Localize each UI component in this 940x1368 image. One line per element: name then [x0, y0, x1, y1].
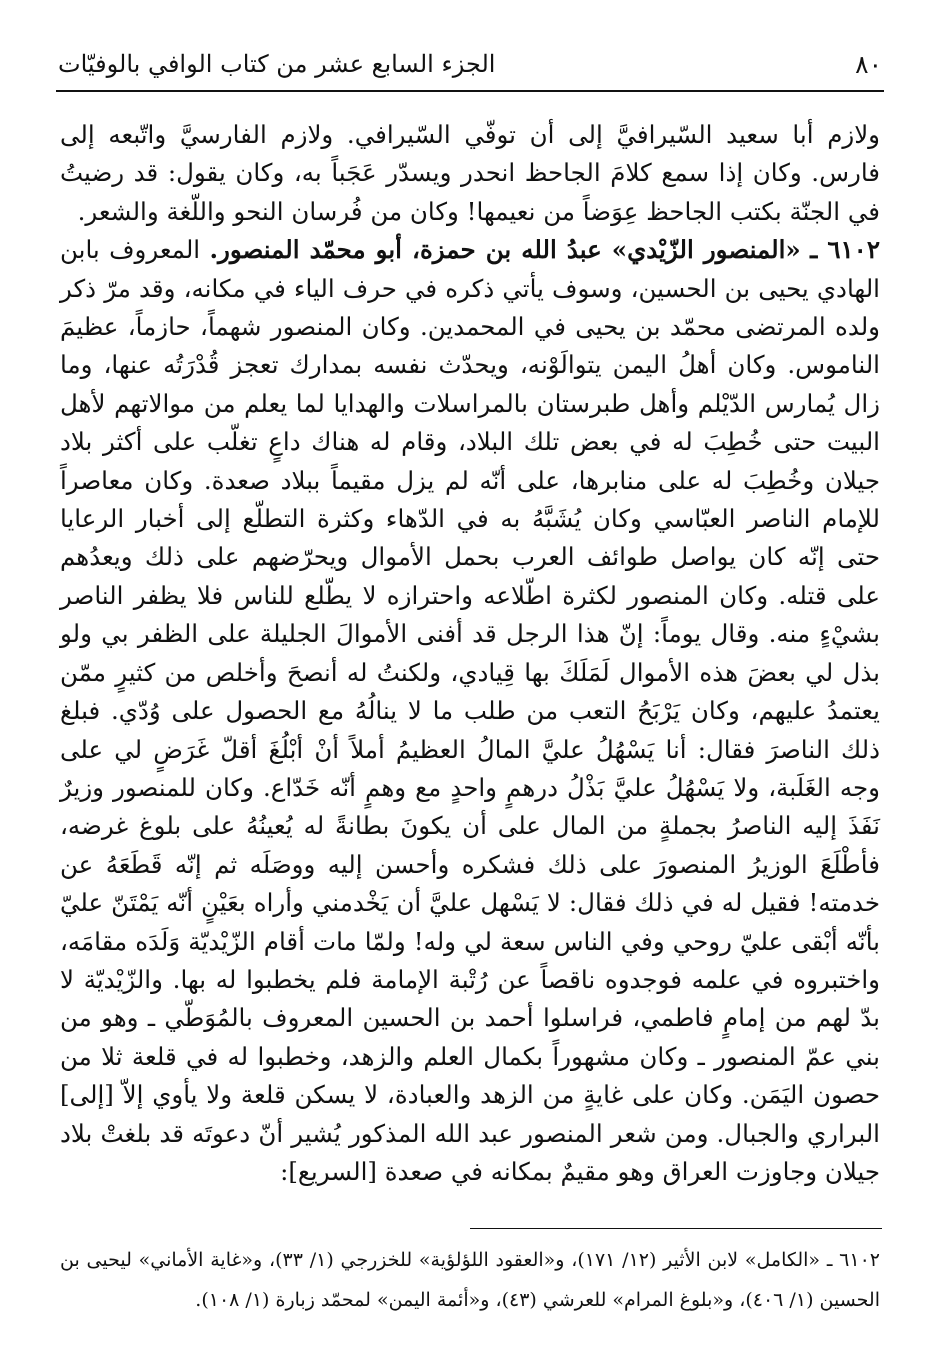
- entry-number: ٦١٠٢ ـ: [810, 235, 880, 265]
- page-number: ٨٠: [855, 49, 882, 79]
- paragraph-continuation: ولازم أبا سعيد السّيرافيَّ إلى أن توفّي السّيرافي. ولازم الفارسيَّ واتّبعه إلى فارس. وكان إذا سمع كلامَ الجاحظ انحدر ويسدّر عَجَباً به، وكان يقول: قد رضيتُ في الجنّة بكتب الجاحظ عِوَضاً من نعيمها! وكان من فُرسان النحو واللّغة والشعر.: [60, 120, 880, 226]
- entry-heading: «المنصور الزّيْدي» عبدُ الله بن حمزة، أبو محمّد المنصور.: [209, 235, 801, 265]
- footnotes: [60, 1240, 880, 1320]
- main-text: [60, 116, 880, 1191]
- footnote-divider: [470, 1228, 882, 1229]
- header-divider: [56, 90, 884, 92]
- footnote-text: ٦١٠٢ ـ «الكامل» لابن الأثير (١٢/ ١٧١)، و«العقود اللؤلؤية» للخزرجي (١/ ٣٣)، و«غاية الأماني» ليحيى بن الحسين (١/ ٤٠٦)، و«بلوغ المرام» للعرشي (٤٣)، و«أئمة اليمن» لمحمّد زبارة (١/ ١٠٨).: [60, 1249, 880, 1311]
- page-header: [58, 44, 882, 84]
- entry-paragraph: [60, 231, 880, 1191]
- entry-body: المعروف بابن الهادي يحيى بن الحسين، وسوف يأتي ذكره في حرف الياء في مكانه، وقد مرّ ذكر ولده المرتضى محمّد بن يحيى في المحمدين. وكان المنصور شهماً، حازماً، عظيمَ الناموس. وكان أهلُ اليمن يتوالَوْنه، ويحدّث نفسه بمدارك تعجز قُدْرَتُه عنها، وما زال يُمارس الدّيْلم وأهل طبرستان بالمراسلات والهدايا لما يعلم من موالاتهم لأهل البيت حتى خُطِبَ له في بعض تلك البلاد، وقام له هناك داعٍ تغلّب على أكثر بلاد جيلان وخُطِبَ له على منابرها، على أنّه لم يزل مقيماً ببلاد صعدة. وكان معاصراً للإمام الناصر العبّاسي وكان يُشَبَّهُ به في الدّهاء وكثرة التطلّع إلى أخبار الرعايا حتى إنّه كان يواصل طوائف العرب بحمل الأموال ويحرّضهم على ذلك ويعدُهم على قتله. وكان المنصور لكثرة اطّلاعه واحترازه لا يطّلع للناس فلا يظفر الناصر بشيْءٍ منه. وقال يوماً: إنّ هذا الرجل قد أفنى الأموالَ الجليلة على الظفر بي ولو بذل لي بعضَ هذه الأموال لَمَلَكَ بها قِيادي، ولكنتُ له أنصحَ وأخلص من كثيرٍ ممّن يعتمدُ عليهم، وكان يَرْبَحُ التعب من طلب ما لا ينالُهُ مع الحصول على وُدّي. فبلغ ذلك الناصرَ فقال: أنا يَسْهُلُ عليَّ المالُ العظيمُ أملاً أنْ أبْلُغَ أقلّ غَرَضٍ لي على وجه الغَلَبة، ولا يَسْهُلُ عليَّ بَذْلُ درهمٍ واحدٍ مع وهمٍ أنّه خَدّاع. وكان للمنصور وزيرٌ نَفَذَ إليه الناصرُ بجملةٍ من المال على أن يكونَ بطانةً له يُعينُهُ على بلوغ غرضه، فأطْلَعَ الوزيرُ المنصورَ على ذلك فشكره وأحسن إليه ووصَلَه ثم إنّه قَطَعَهُ عن خدمته! فقيل له في ذلك فقال: لا يَسْهل عليَّ أن يَخْدمني وأراه بعَيْنٍ أنّه يَمْتَنّ عليّ بأنّه أبْقى عليّ روحي وفي الناس سعة لي وله! ولمّا مات أقام الزّيْديّة وَلَدَه مقامَه، واختبروه في علمه فوجدوه ناقصاً عن رُتْبة الإمامة فلم يخطبوا له بها. والزّيْديّة لا بدّ لهم من إمامٍ فاطمي، فراسلوا أحمد بن الحسين المعروف بالمُوَطّي ـ وهو من بني عمّ المنصور ـ وكان مشهوراً بكمال العلم والزهد، وخطبوا له في قلعة ثلا من حصون اليَمَن. وكان على غايةٍ من الزهد والعبادة، لا يسكن قلعة ولا يأوي إلاّ [إلى] البراري والجبال. ومن شعر المنصور عبد الله المذكور يُشير أنّ دعوتَه قد بلغتْ بلاد جيلان وجاوزت العراق وهو مقيمٌ بمكانه في صعدة [السريع]:: [60, 235, 880, 1186]
- running-title: الجزء السابع عشر من كتاب الوافي بالوفيّات: [58, 50, 496, 78]
